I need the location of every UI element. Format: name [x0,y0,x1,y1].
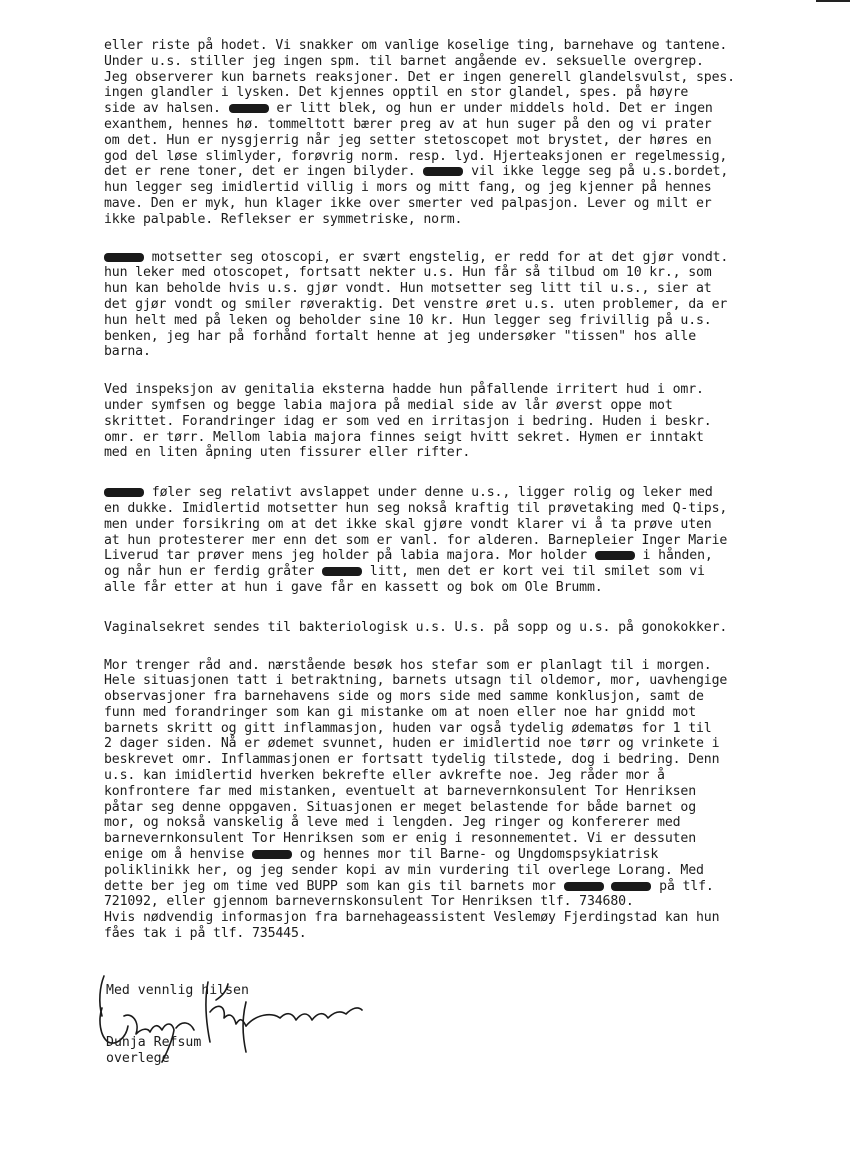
signer-name: Dunja Refsum [106,1035,202,1050]
redacted-name-mark [104,253,144,262]
text-line: 2 dager siden. Nå er ødemet svunnet, huden er imidlertid noe tørr og vrinkete i [104,736,720,752]
text-line: alle får etter at hun i gave får en kassett og bok om Ole Brumm. [104,579,603,595]
text-line: skrittet. Forandringer idag er som ved en irritasjon i bedring. Huden i beskr. [104,413,712,429]
redacted-name-mark [423,167,463,176]
text-line: eller riste på hodet. Vi snakker om vanlige koselige ting, barnehave og tantene. [104,38,728,53]
paragraph-otoscopy [104,250,794,361]
text-line: men under forsikring om at det ikke skal gjøre vondt klarer vi å ta prøve uten [104,516,712,532]
text-line: føler seg relativt avslappet under denne u.s., ligger rolig og leker med [104,485,794,501]
text-line: Ved inspeksjon av genitalia eksterna hadde hun påfallende irritert hud i omr. [104,382,704,398]
text-line: det gjør vondt og smiler røveraktig. Det venstre øret u.s. uten problemer, da er [104,296,728,312]
text-line: Liverud tar prøver mens jeg holder på labia majora. Mor holder i hånden, [104,548,713,564]
text-line: ikke palpable. Reflekser er symmetriske, norm. [104,211,463,227]
scan-edge-mark [816,0,850,2]
paragraph-sampling [104,485,794,596]
redacted-name-mark [229,104,269,113]
text-line: Jeg observerer kun barnets reaksjoner. Det er ingen generell glandelsvulst, spes. [104,69,735,85]
text-line: exanthem, hennes hø. tommeltott bærer preg av at hun suger på den og vi prater [104,116,712,132]
text-line: god del løse slimlyder, forøvrig norm. resp. lyd. Hjerteaksjonen er regelmessig, [104,148,728,164]
text-line: 721092, eller gjennom barnevernskonsulent Tor Henriksen tlf. 734680. [104,894,634,910]
text-line: enige om å henvise og hennes mor til Barne- og Ungdomspsykiatrisk [104,847,659,863]
text-line: hun kan beholde hvis u.s. gjør vondt. Hun motsetter seg litt til u.s., sier at [104,281,712,297]
text-line: benken, jeg har på forhånd fortalt henne at jeg undersøker "tissen" hos alle [104,328,697,344]
text-line: motsetter seg otoscopi, er svært engstelig, er redd for at det gjør vondt. [104,250,794,266]
text-line: omr. er tørr. Mellom labia majora finnes seigt hvitt sekret. Hymen er inntakt [104,429,704,445]
paragraph-examination [104,38,794,228]
text-line: mave. Den er myk, hun klager ikke over smerter ved palpasjon. Lever og milt er [104,195,712,211]
paragraph-inspection [104,382,794,461]
redacted-name-mark [104,488,144,497]
text-line: Hvis nødvendig informasjon fra barnehageassistent Veslemøy Fjerdingstad kan hun [104,910,720,926]
text-line: side av halsen. er litt blek, og hun er under middels hold. Det er ingen [104,101,713,117]
signer-title: overlege [106,1051,170,1066]
text-line: barna. [104,344,151,360]
text-line: en dukke. Imidlertid motsetter hun seg nokså kraftig til prøvetaking med Q-tips, [104,500,728,516]
text-line: Under u.s. stiller jeg ingen spm. til barnet angående ev. seksuelle overgrep. [104,53,704,69]
text-line: hun leker med otoscopet, fortsatt nekter u.s. Hun får så tilbud om 10 kr., som [104,265,712,281]
text-line: hun helt med på leken og beholder sine 10 kr. Hun legger seg frivillig på u.s. [104,312,712,328]
text-line: dette ber jeg om time ved BUPP som kan gis til barnets mor på tlf. [104,878,714,894]
text-line: Mor trenger råd and. nærstående besøk hos stefar som er planlagt til i morgen. [104,657,712,673]
text-line: det er rene toner, det er ingen bilyder. vil ikke legge seg på u.s.bordet, [104,164,729,180]
redacted-name-mark [595,551,635,560]
text-line: u.s. kan imidlertid hverken bekrefte eller avkrefte noe. Jeg råder mor å [104,768,665,784]
text-line: observasjoner fra barnehavens side og mors side med samme konklusjon, samt de [104,689,704,705]
text-line: mor, og nokså vanskelig å leve med i lengden. Jeg ringer og konfererer med [104,815,681,831]
paragraph-lab [104,620,794,636]
text-line: at hun protesterer mer enn det som er vanl. for alderen. Barnepleier Inger Marie [104,532,728,548]
redacted-name-mark [564,882,604,891]
paragraph-assessment [104,658,794,942]
text-line: konfrontere far med mistanken, eventuelt at barnevernkonsulent Tor Henriksen [104,783,697,799]
text-line: poliklinikk her, og jeg sender kopi av min vurdering til overlege Lorang. Med [104,862,704,878]
text-line: funn med forandringer som kan gi mistanke om at noen eller noe har gnidd mot [104,704,697,720]
text-line: hun legger seg imidlertid villig i mors og mitt fang, og jeg kjenner på hennes [104,180,712,196]
redacted-name-mark [611,882,651,891]
text-line: om det. Hun er nysgjerrig når jeg setter stetoscopet mot brystet, der høres en [104,132,712,148]
text-line: under symfsen og begge labia majora på medial side av lår øverst oppe mot [104,397,673,413]
letter-body [104,38,794,942]
signature-block [96,972,396,1082]
text-line: Hele situasjonen tatt i betraktning, barnets utsagn til oldemor, mor, uavhengige [104,673,728,689]
text-line: Vaginalsekret sendes til bakteriologisk u.s. U.s. på sopp og u.s. på gonokokker. [104,619,728,635]
redacted-name-mark [322,567,362,576]
text-line: med en liten åpning uten fissurer eller rifter. [104,445,471,461]
closing-salutation: Med vennlig hilsen [106,983,249,998]
text-line: barnevernkonsulent Tor Henriksen som er enig i resonnementet. Vi er dessuten [104,831,697,847]
text-line: fåes tak i på tlf. 735445. [104,926,307,942]
redacted-name-mark [252,850,292,859]
text-line: beskrevet omr. Inflammasjonen er fortsatt tydelig tilstede, dog i bedring. Denn [104,752,720,768]
text-line: ingen glandler i lysken. Det kjennes opptil en stor glandel, spes. på høyre [104,85,689,101]
text-line: påtar seg denne oppgaven. Situasjonen er meget belastende for både barnet og [104,799,697,815]
text-line: barnets skritt og gitt inflammasjon, huden var også tydelig ødematøs for 1 til [104,720,712,736]
text-line: og når hun er ferdig gråter litt, men det er kort vei til smilet som vi [104,564,705,580]
